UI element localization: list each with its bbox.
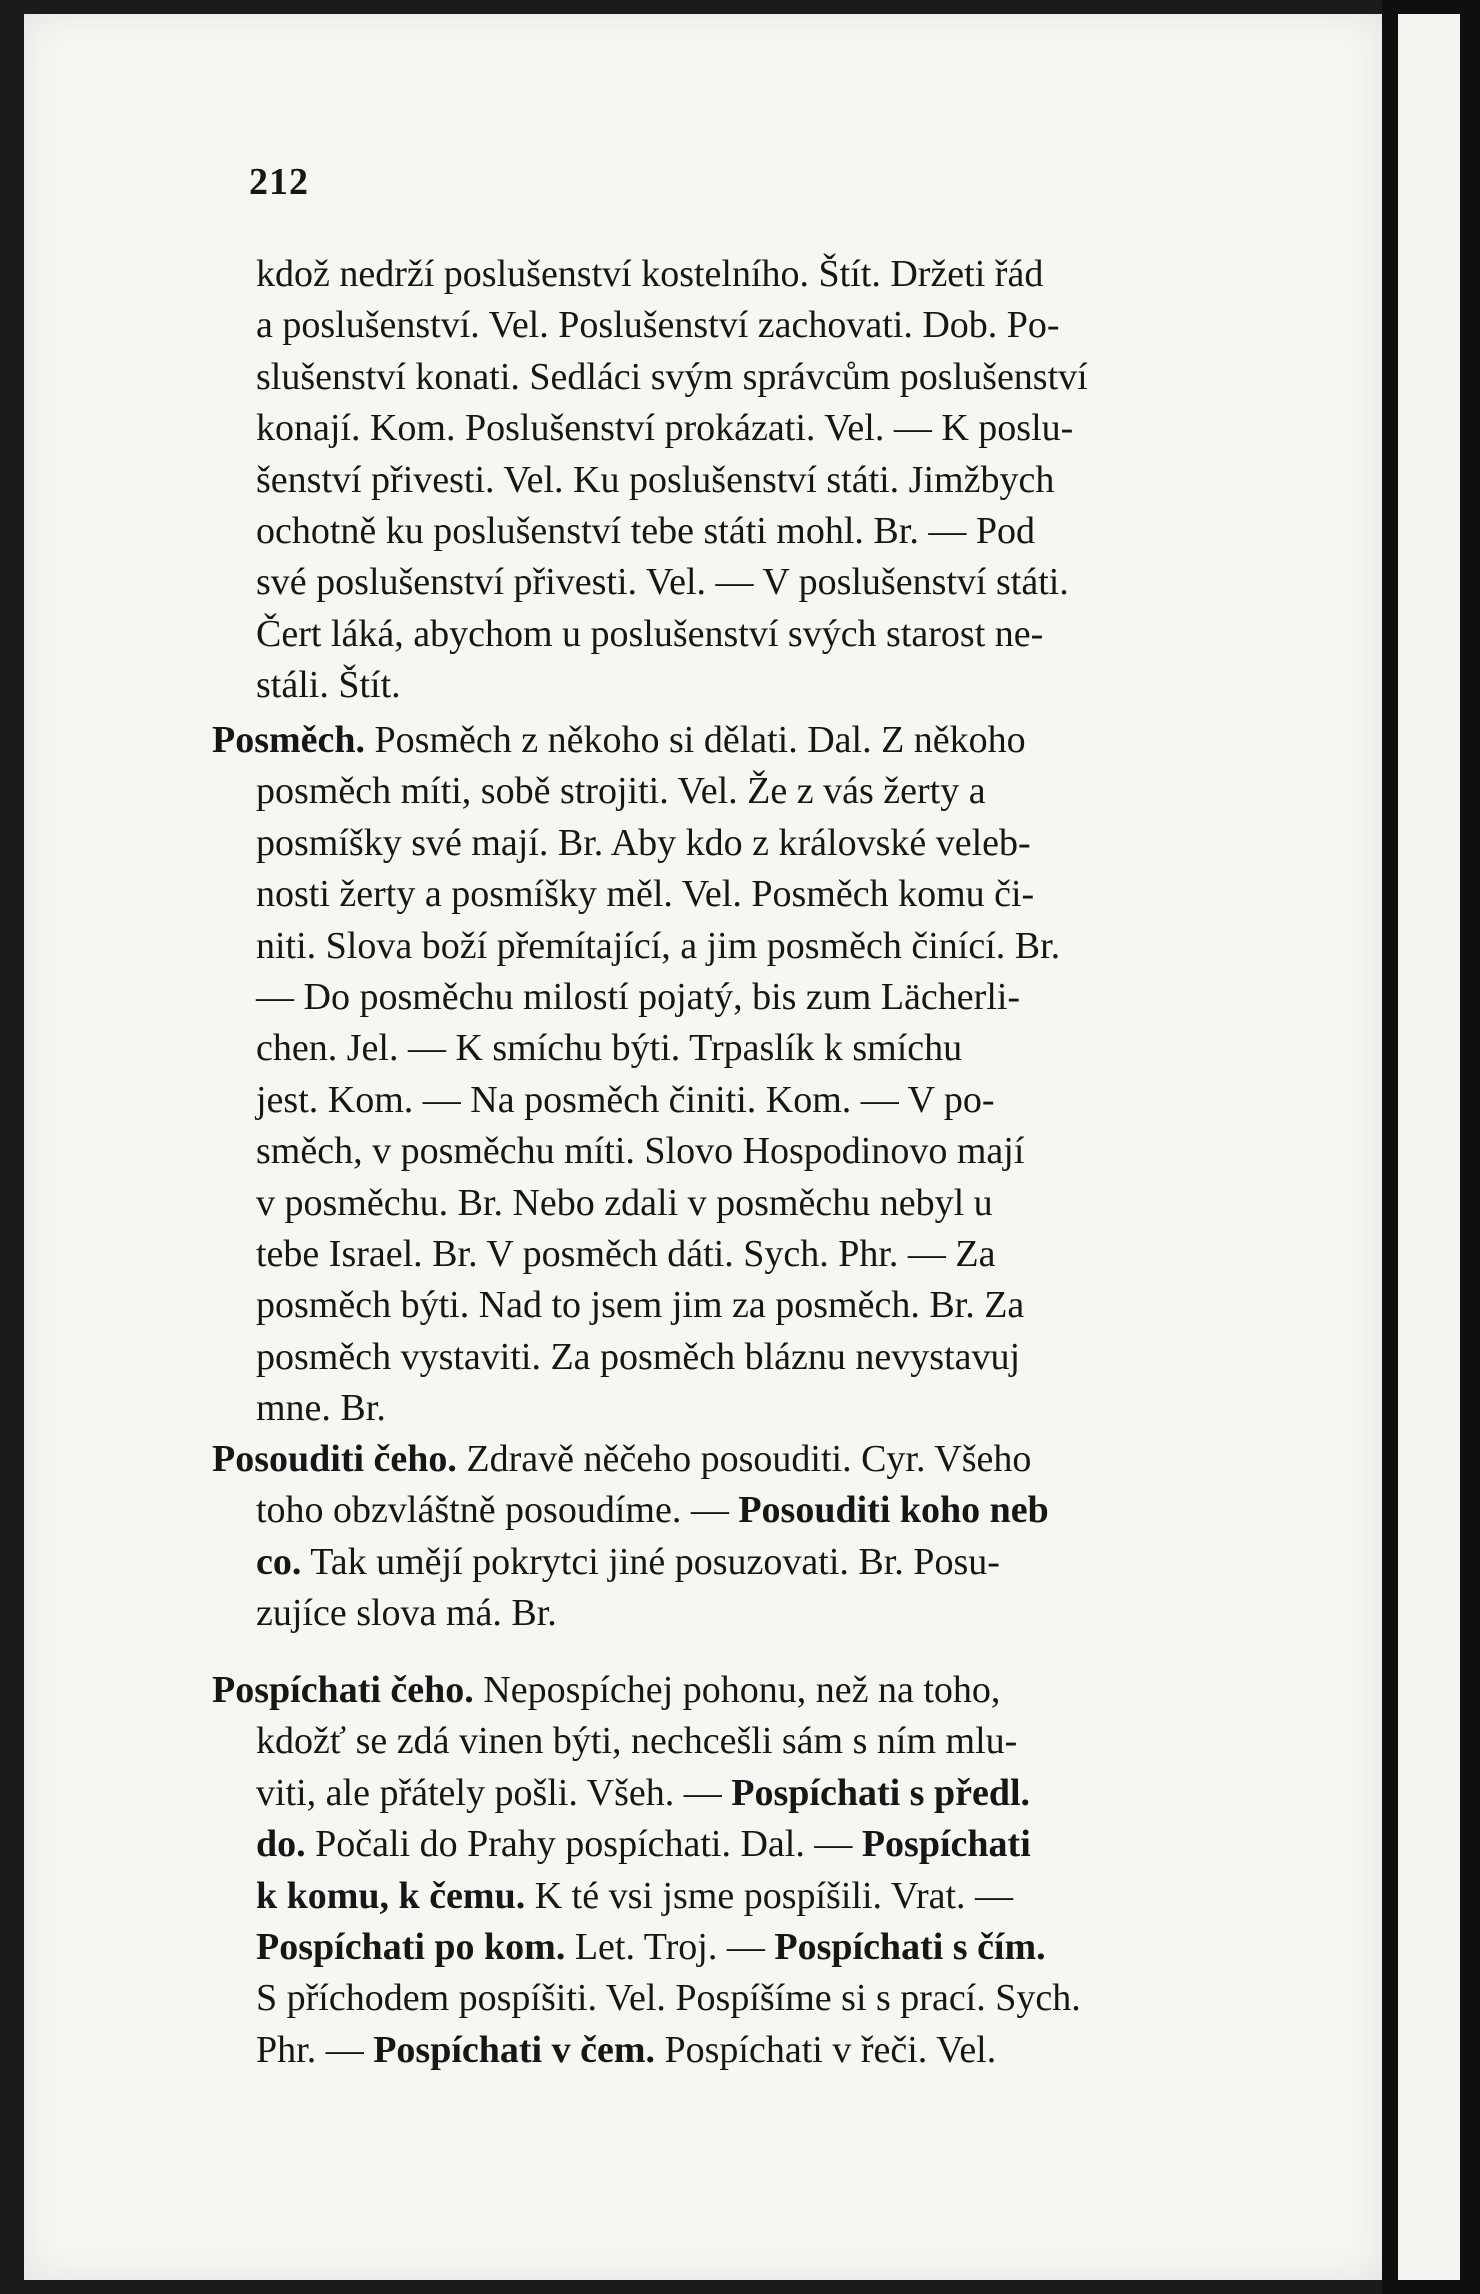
headword: Pospíchati v čem. xyxy=(373,2028,655,2071)
text-line xyxy=(256,557,1281,608)
headword: Posouditi koho neb xyxy=(738,1489,1049,1532)
headword: Pospíchati s předl. xyxy=(731,1771,1031,1814)
text-line xyxy=(256,766,1281,817)
text-line xyxy=(256,1178,1281,1229)
text-line xyxy=(212,1434,1281,1485)
text-run: posměch býti. Nad to jsem jim za posměch. Br. Za xyxy=(256,1284,1025,1327)
text-run: Pospíchati v řeči. Vel. xyxy=(655,2028,997,2071)
text-line xyxy=(256,1819,1281,1870)
text-run: Zdravě něčeho posouditi. Cyr. Všeho xyxy=(456,1438,1032,1480)
text-run: — Do posměchu milostí pojatý, bis zum Lächerli- xyxy=(256,976,1021,1019)
page-number: 212 xyxy=(249,161,309,203)
text-run: Počali do Prahy pospíchati. Dal. — xyxy=(305,1823,862,1866)
dictionary-entry-posouditi xyxy=(212,1434,1281,1640)
text-line xyxy=(256,1973,1281,2024)
text-line xyxy=(256,2025,1281,2076)
headword: k komu, k čemu. xyxy=(256,1874,526,1917)
text-line xyxy=(256,352,1281,403)
text-run: kdož nedrží poslušenství kostelního. Štít. Držeti řád xyxy=(256,253,1044,295)
text-line xyxy=(256,403,1281,454)
text-run: Posměch z někoho si dělati. Dal. Z někoho xyxy=(365,719,1026,761)
text-run: posměch vystaviti. Za posměch bláznu nevystavuj xyxy=(256,1335,1021,1378)
text-line xyxy=(256,818,1281,869)
headword: Posouditi čeho. xyxy=(212,1438,457,1480)
text-line xyxy=(256,1716,1281,1767)
text-line xyxy=(256,1871,1281,1922)
text-line xyxy=(256,249,1281,300)
text-line xyxy=(256,1768,1281,1819)
text-line xyxy=(256,972,1281,1023)
text-run: v posměchu. Br. Nebo zdali v posměchu nebyl u xyxy=(256,1181,993,1224)
headword: Pospíchati čeho. xyxy=(212,1669,474,1711)
next-page-edge xyxy=(1398,14,1460,2280)
text-run: jest. Kom. — Na posměch činiti. Kom. — V po- xyxy=(256,1078,995,1121)
headword: Pospíchati xyxy=(861,1823,1031,1866)
page-text xyxy=(24,14,1382,2280)
text-run: a poslušenství. Vel. Poslušenství zachovati. Dob. Po- xyxy=(256,304,1060,347)
text-run: posmíšky své mají. Br. Aby kdo z královské veleb- xyxy=(256,821,1031,864)
text-line xyxy=(256,1537,1281,1588)
text-line xyxy=(256,660,1281,711)
headword: do. xyxy=(256,1823,306,1866)
text-line xyxy=(256,1332,1281,1383)
text-run: niti. Slova boží přemítající, a jim posměch činící. Br. xyxy=(256,924,1061,967)
headword: Posměch. xyxy=(212,719,366,761)
text-line xyxy=(256,1485,1281,1536)
text-line xyxy=(212,715,1281,766)
text-run: kdožť se zdá vinen býti, nechcešli sám s ním mlu- xyxy=(256,1720,1018,1763)
text-line xyxy=(256,609,1281,660)
text-line xyxy=(256,1126,1281,1177)
text-line xyxy=(256,1922,1281,1973)
text-run: chen. Jel. — K smíchu býti. Trpaslík k smíchu xyxy=(256,1027,963,1070)
text-run: Čert láká, abychom u poslušenství svých starost ne- xyxy=(256,612,1044,655)
text-run: směch, v posměchu míti. Slovo Hospodinovo mají xyxy=(256,1130,1025,1173)
headword: Pospíchati po kom. xyxy=(256,1926,566,1969)
text-run: zujíce slova má. Br. xyxy=(256,1592,557,1635)
text-line xyxy=(256,1383,1281,1434)
text-run: Phr. — xyxy=(256,2028,374,2071)
text-run: slušenství konati. Sedláci svým správcům poslušenství xyxy=(256,355,1088,398)
text-run: konají. Kom. Poslušenství prokázati. Vel. — K poslu- xyxy=(256,407,1074,450)
text-line xyxy=(256,921,1281,972)
text-run: S příchodem pospíšiti. Vel. Pospíšíme si s prací. Sych. xyxy=(256,1977,1081,2020)
text-line xyxy=(256,1229,1281,1280)
text-line xyxy=(256,506,1281,557)
text-run: viti, ale přátely pošli. Všeh. — xyxy=(256,1771,732,1814)
text-run: tebe Israel. Br. V posměch dáti. Sych. Phr. — Za xyxy=(256,1233,996,1276)
text-line xyxy=(256,455,1281,506)
text-run: mne. Br. xyxy=(256,1387,386,1430)
text-run: své poslušenství přivesti. Vel. — V poslušenství státi. xyxy=(256,561,1069,604)
text-line xyxy=(212,1665,1281,1716)
headword: co. xyxy=(256,1540,302,1583)
text-line xyxy=(256,1280,1281,1331)
book-page xyxy=(24,14,1382,2280)
dictionary-entry-posmech xyxy=(212,715,1281,1435)
dictionary-entry-pospichati xyxy=(212,1665,1281,2076)
text-run: toho obzvláštně posoudíme. — xyxy=(256,1489,739,1532)
text-run: stáli. Štít. xyxy=(256,664,401,707)
text-run: ochotně ku poslušenství tebe státi mohl. Br. — Pod xyxy=(256,510,1035,553)
text-line xyxy=(256,1075,1281,1126)
text-line xyxy=(256,1588,1281,1639)
text-run: Tak umějí pokrytci jiné posuzovati. Br. Posu- xyxy=(301,1540,1000,1583)
text-line xyxy=(256,300,1281,351)
text-run: posměch míti, sobě strojiti. Vel. Že z vás žerty a xyxy=(256,770,986,813)
text-run: K té vsi jsme pospíšili. Vrat. — xyxy=(525,1874,1014,1917)
text-run: Nepospíchej pohonu, než na toho, xyxy=(473,1669,1001,1711)
text-line xyxy=(256,1023,1281,1074)
dictionary-entry-continuation xyxy=(256,249,1281,712)
text-line xyxy=(256,869,1281,920)
headword: Pospíchati s čím. xyxy=(774,1926,1046,1969)
text-run: Let. Troj. — xyxy=(565,1926,775,1969)
text-run: šenství přivesti. Vel. Ku poslušenství státi. Jimžbych xyxy=(256,458,1055,501)
text-run: nosti žerty a posmíšky měl. Vel. Posměch komu či- xyxy=(256,873,1035,916)
